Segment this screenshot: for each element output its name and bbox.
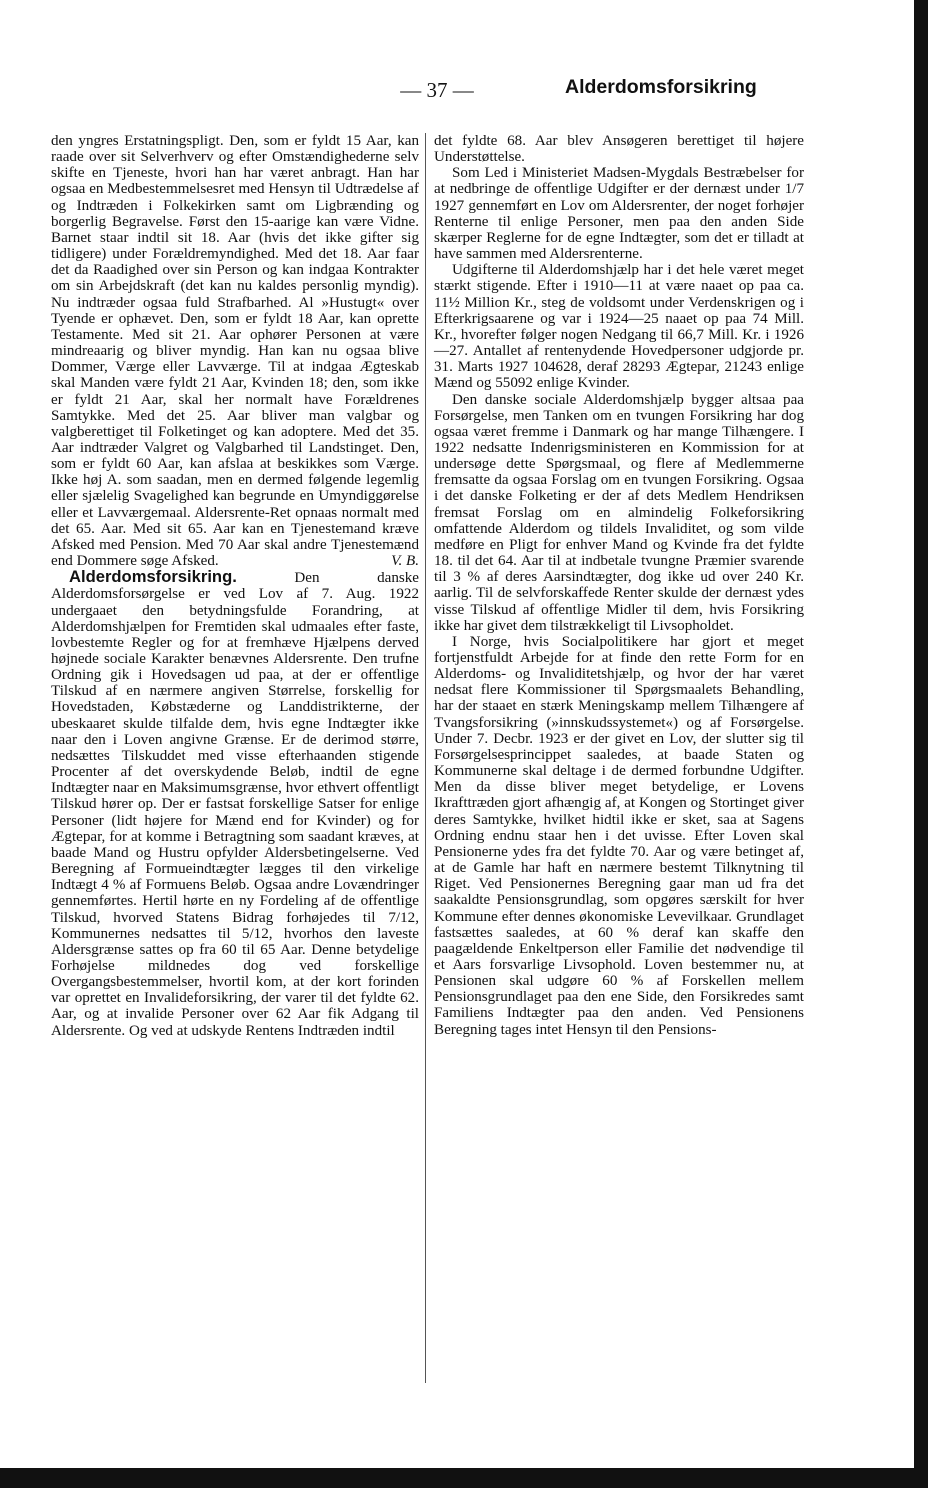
paragraph-1: det fyldte 68. Aar blev Ansøgeren berettiget til højere Understøttelse.: [434, 133, 804, 166]
running-head: Alderdomsforsikring: [565, 76, 757, 98]
right-column: [434, 133, 804, 1038]
author-signature: V. B.: [391, 553, 419, 570]
continued-text: den yngres Erstatningspligt. Den, som er fyldt 15 Aar, kan raade over sit Selverhverv og efter Omstændighederne selv skifte en Tjeneste, hvori han har været anbragt. Han har ogsaa en Medbestemmelsesret med Hensyn til Udtrædelse af og Indtræden i Folkekirken samt om Ligbrænding og borgerlig Begravelse. Først den 15-aarige kan være Vidne. Barnet staar indtil sit 18. Aar (hvis det ikke gifter sig tidligere) under Forældremyndighed. Med det 18. Aar faar det da Raadighed over sin Person og kan indgaa Kontrakter om sin Arbejdskraft (det kan nu kaldes personlig myndig). Nu indtræder ogsaa fuld Strafbarhed. Al »Hustugt« over Tyende er ophævet. Den, som er fyldt 18 Aar, kan oprette Testamente. Med sit 21. Aar ophører Personen at være mindreaarig og bliver myndig. Han kan nu ogsaa blive Dommer, Værge eller Lavværge. Til at indgaa Ægteskab skal Manden være fyldt 21 Aar, Kvinden 18; den, som ikke er fyldt 21 Aar, skal her normalt have Forældrenes Samtykke. Med det 25. Aar bliver man valgbar og valgberettiget til Folketinget og kan adoptere. Med det 35. Aar indtræder Valgret og Valgbarhed til Landstinget. Den, som er fyldt 60 Aar, kan afslaa at beskikkes som Værge. Ikke høj A. som saadan, men en dermed følgende legemlig eller sjælelig Svagelighed kan begrunde en Umyndiggørelse eller et Lavværgemaal. Aldersrente-Ret opnaas normalt med det 65. Aar. Med sit 65. Aar kan en Tjenestemand kræve Afsked med Pension. Med 70 Aar skal andre Tjenestemænd end Dommere søge Afsked.: [51, 133, 419, 570]
entry-headword: Alderdomsforsikring.: [69, 567, 237, 587]
entry-paragraph: [51, 569, 419, 1039]
continued-paragraph: [51, 133, 419, 569]
page-edge-bottom: [0, 1468, 928, 1488]
left-column: [51, 133, 419, 1039]
page-number: — 37 —: [400, 78, 474, 102]
paragraph-5: I Norge, hvis Socialpolitikere har gjort et meget fortjenstfuldt Arbejde for at finde den rette Form for en Alderdoms- og Invaliditetshjælp, og hvor der har været nedsat flere Kommissioner til Spørgsmaalets Behandling, har der staaet en stærk Meningskamp mellem Tilhængere af Tvangsforsikring (»innskudssystemet«) og af Forsørgelse. Under 7. Decbr. 1923 er der givet en Lov, der slutter sig til Forsørgelsesprincippet saaledes, at baade Staten og Kommunerne skal deltage i de dermed forbundne Udgifter. Men da disse bliver meget betydelige, er Lovens Ikrafttræden gjort afhængig af, at Kongen og Stortinget giver deres Samtykke, hvilket hidtil ikke er sket, saa at Sagens Ordning endnu staar hen i det uvisse. Efter Loven skal Pensionerne ydes fra det fyldte 70. Aar og være betinget af, at de Gamle har haft en nærmere bestemt Tilknytning til Riget. Ved Pensionernes Beregning gaar man ud fra det saakaldte Pensionsgrundlag, som opgøres særskilt for hver Kommune efter dennes økonomiske Levevilkaar. Grundlaget fastsættes saaledes, at 60 % deraf kan skaffe den paagældende Enkeltperson eller Familie det nødvendige til et Aars forsvarlige Livsophold. Loven bestemmer nu, at Pensionen skal udgøre 60 % af Forskellen mellem Pensionsgrundlaget paa den ene Side, den Forsikredes samt Familiens Indtægter paa den anden. Ved Pensionens Beregning tages intet Hensyn til den Pensions-: [434, 633, 804, 1038]
page-header: [0, 74, 914, 104]
entry-text: Den danske Alderdomsforsørgelse er ved Lov af 7. Aug. 1922 undergaaet den betydningsfulde Forandring, at Alderdomshjælpen for Fremtiden skal udmaales efter faste, lovbestemte Regler og for at fremhæve Hjælpens derved højnede sociale Karakter benævnes Aldersrente. Den trufne Ordning gik i Hovedsagen ud paa, at der er offentlige Tilskud af en nærmere angiven Størrelse, forskellig for Hovedstaden, Købstæderne og Landdistrikterne, der ubeskaaret skulde tilfalde dem, hvis egne Indtægter ikke naar den i Loven angivne Grænse. Er de derimod større, nedsættes Tilskuddet med visse efterhaanden stigende Procenter af det overskydende Beløb, indtil de egne Indtægter naar en Maksimumsgrænse, hvor ethvert offentligt Tilskud hører op. Der er fastsat forskellige Satser for enlige Personer (lidt højere for Mænd end for Kvinder) og for Ægtepar, for at komme i Betragtning som saadant kræves, at baade Mand og Hustru opfylder Aldersbetingelserne. Ved Beregning af Formueindtægter lægges til den virkelige Indtægt 4 % af Formuens Beløb. Ogsaa andre Lovændringer gennemførtes. Hertil hørte en ny Fordeling af de offentlige Tilskud, hvorved Statens Bidrag forhøjedes til 7/12, Kommunernes nedsattes til 5/12, hvorhos den laveste Aldersgrænse sattes op fra 60 til 65 Aar. Denne betydelige Forhøjelse mildnedes dog ved forskellige Overgangsbestemmelser, hvortil kom, at der kort forinden var oprettet en Invalideforsikring, der varer til det fyldte 62. Aar, og at invalide Personer over 62 Aar fik Adgang til Aldersrente. Og ved at udskyde Rentens Indtræden indtil: [51, 570, 419, 1039]
column-divider: [425, 133, 426, 1383]
paragraph-3: Udgifterne til Alderdomshjælp har i det hele været meget stærkt stigende. Efter i 1910—11 at være naaet op paa ca. 11½ Million Kr., steg de voldsomt under Verdenskrigen og i Efterkrigsaarene og var i 1924—25 naaet op paa 74 Mill. Kr., hvorefter følger nogen Nedgang til 66,7 Mill. Kr. i 1926—27. Antallet af rentenydende Hovedpersoner udgjorde pr. 31. Marts 1927 104628, deraf 28293 Ægtepar, 21243 enlige Mænd og 55092 enlige Kvinder.: [434, 262, 804, 392]
paragraph-4: Den danske sociale Alderdomshjælp bygger altsaa paa Forsørgelse, men Tanken om en tvungen Forsikring har dog ogsaa været fremme i Danmark og har mange Tilhængere. I 1922 nedsatte Indenrigsministeren en Kommission for at undersøge dette Spørgsmaal, og flere af Medlemmerne fremsatte da ogsaa Forslag om en tvungen Forsikring. Ogsaa i det danske Folketing er der af dets Medlem Hendriksen fremsat Forslag om en almindelig Folkeforsikring omfattende Alderdom og tildels Invaliditet, og som vilde medføre en Pligt for enhver Mand og Kvinde fra det fyldte 18. til det 64. Aar til at indbetale tvungne Præmier svarende til 3 % af deres Aarsindtægter, dog ikke ud over 240 Kr. aarlig. Til de selvforskaffede Renter skulde der dernæst ydes visse Tilskud af offentlige Midler til dem, hvis Forsikring ikke har givet dem tilstrækkeligt til Livsopholdet.: [434, 391, 804, 634]
page-edge-right: [914, 0, 928, 1488]
paragraph-2: Som Led i Ministeriet Madsen-Mygdals Bestræbelser for at nedbringe de offentlige Udgifter er der dernæst under 1/7 1927 gennemført en Lov om Aldersrenter, der noget forhøjer Renterne til enlige Personer, men paa den anden Side skærper Reglerne for de egne Indtægter, som det er tilladt at have sammen med Aldersrenterne.: [434, 165, 804, 263]
